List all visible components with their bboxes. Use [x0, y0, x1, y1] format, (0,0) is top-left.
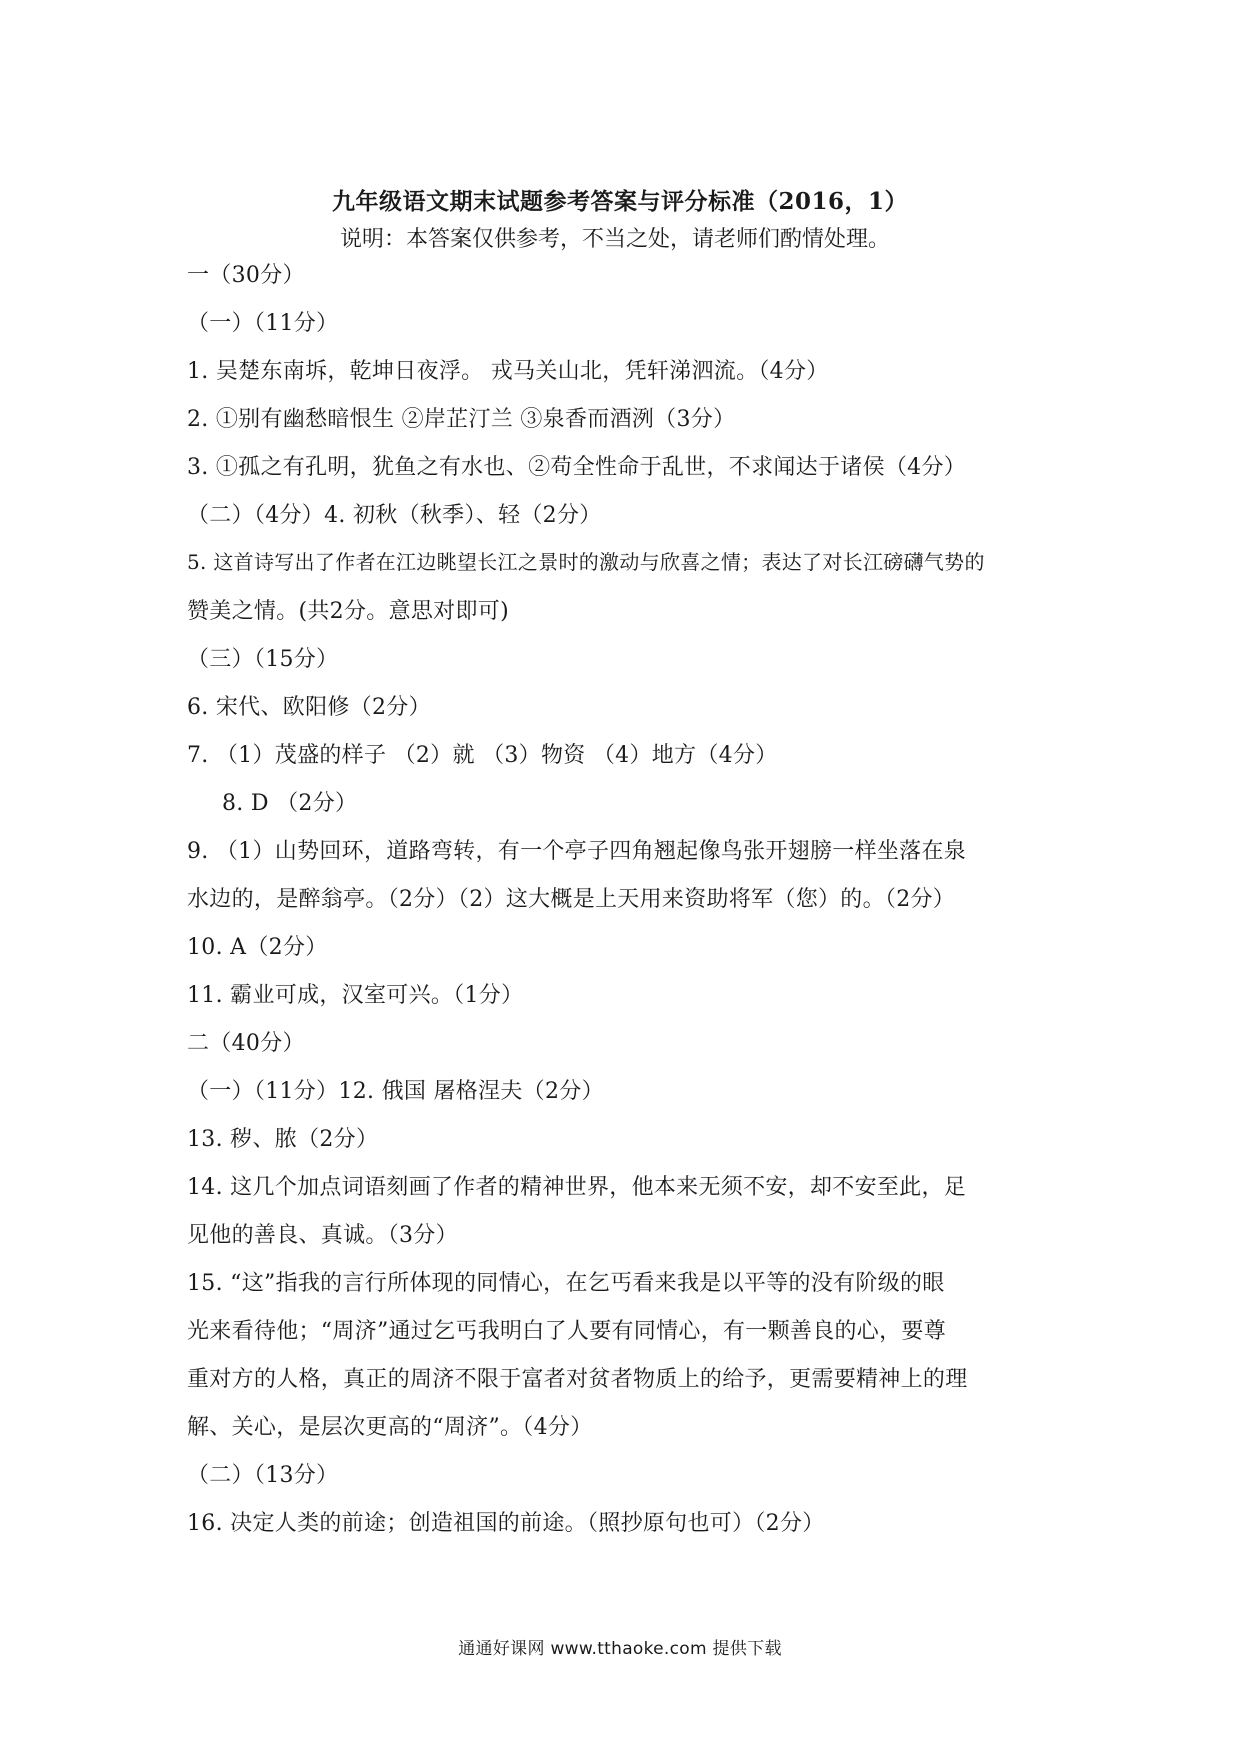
subsection-header: （一）（11分） — [187, 311, 339, 336]
answer-line: 2. ①别有幽愁暗恨生 ②岸芷汀兰 ③泉香而酒洌（3分） — [187, 407, 736, 432]
answer-line: 1. 吴楚东南坼，乾坤日夜浮。 戎马关山北，凭轩涕泗流。（4分） — [187, 359, 829, 384]
answer-line: 15. “这”指我的言行所体现的同情心，在乞丐看来我是以平等的没有阶级的眼 — [187, 1271, 945, 1296]
subsection-header: （三）（15分） — [187, 647, 339, 672]
page-title: 九年级语文期末试题参考答案与评分标准（2016，1） — [331, 188, 909, 215]
answer-line: 3. ①孤之有孔明，犹鱼之有水也、②苟全性命于乱世，不求闻达于诸侯（4分） — [187, 455, 967, 480]
answer-line: 14. 这几个加点词语刻画了作者的精神世界，他本来无须不安，却不安至此，足 — [187, 1175, 967, 1200]
answer-line: （二）（4分）4. 初秋（秋季）、轻（2分） — [187, 503, 602, 528]
section-header: 二（40分） — [187, 1031, 305, 1056]
answer-line: 13. 秽、脓（2分） — [187, 1127, 379, 1152]
answer-line: 16. 决定人类的前途；创造祖国的前途。（照抄原句也可）（2分） — [187, 1511, 825, 1536]
answer-line: 7. （1）茂盛的样子 （2）就 （3）物资 （4）地方（4分） — [187, 743, 778, 768]
answer-line: 5. 这首诗写出了作者在江边眺望长江之景时的激动与欣喜之情；表达了对长江磅礴气势的 — [187, 550, 985, 574]
answer-line: 光来看待他；“周济”通过乞丐我明白了人要有同情心，有一颗善良的心，要尊 — [187, 1319, 946, 1344]
answer-line: 11. 霸业可成，汉室可兴。（1分） — [187, 983, 524, 1008]
subsection-header: （二）（13分） — [187, 1463, 339, 1488]
answer-line: 赞美之情。(共2分。意思对即可) — [187, 599, 509, 624]
section-header: 一（30分） — [187, 263, 305, 288]
answer-line: 重对方的人格，真正的周济不限于富者对贫者物质上的给予，更需要精神上的理 — [187, 1367, 968, 1392]
answer-line: 8. D （2分） — [222, 791, 358, 816]
answer-line: 6. 宋代、欧阳修（2分） — [187, 695, 431, 720]
answer-line: 10. A（2分） — [187, 935, 328, 960]
instruction-note: 说明：本答案仅供参考，不当之处，请老师们酌情处理。 — [340, 227, 891, 252]
answer-line: 9. （1）山势回环，道路弯转，有一个亭子四角翘起像鸟张开翅膀一样坐落在泉 — [187, 839, 967, 864]
answer-line: （一）（11分）12. 俄国 屠格涅夫（2分） — [187, 1079, 604, 1104]
answer-line: 水边的，是醉翁亭。（2分）（2）这大概是上天用来资助将军（您）的。（2分） — [187, 887, 956, 912]
answer-line: 见他的善良、真诚。（3分） — [187, 1223, 458, 1248]
answer-line: 解、关心，是层次更高的“周济”。（4分） — [187, 1415, 593, 1440]
footer-watermark: 通通好课网 www.tthaoke.com 提供下载 — [458, 1639, 782, 1659]
